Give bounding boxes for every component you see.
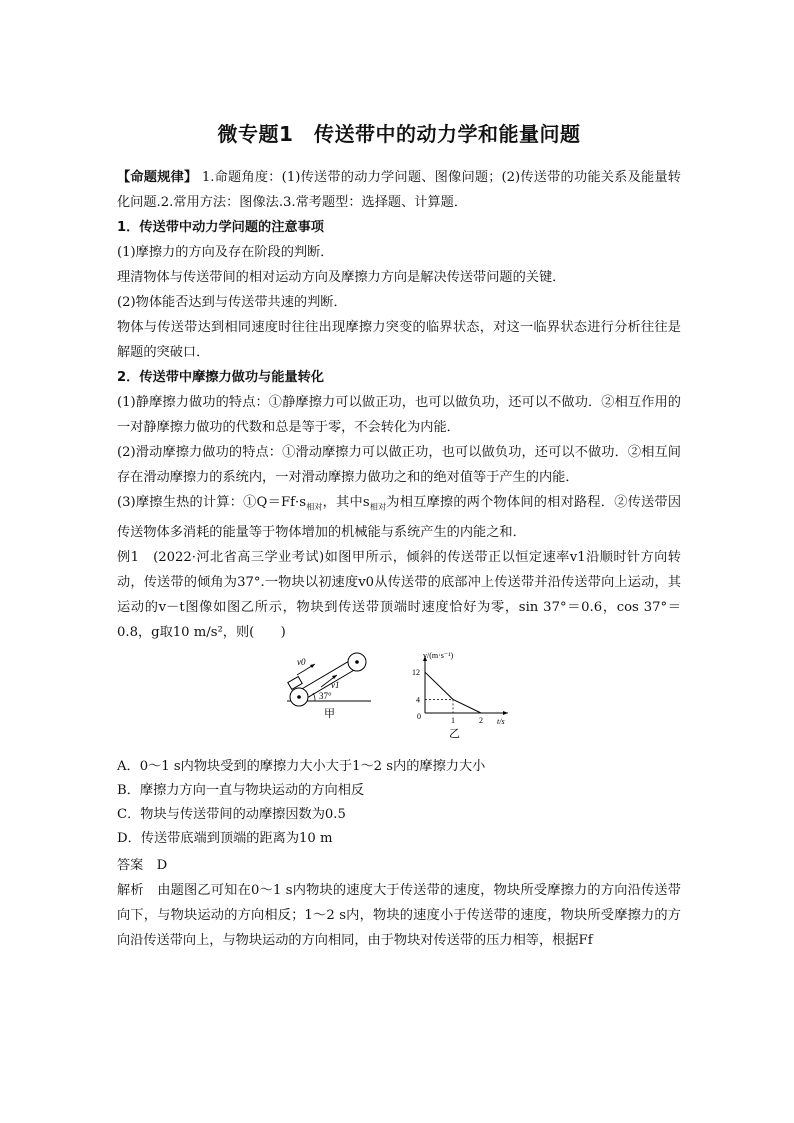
xtick-2: 2 <box>479 715 483 725</box>
analysis-text: 由题图乙可知在0～1 s内物块的速度大于传送带的速度，物块所受摩擦力的方向沿传送带向下，与物块运动的方向相反；1～2 s内，物块的速度小于传送带的速度，物块所受摩擦力的方向沿传送带向上，与物块运动的方向相同，由于物块对传送带的压力相等，根据Ff <box>117 882 681 948</box>
page-title: 微专题1 传送带中的动力学和能量问题 <box>217 122 581 146</box>
v0-label: v0 <box>297 656 306 667</box>
section1-heading: 1．传送带中动力学问题的注意事项 <box>117 220 324 235</box>
section2-p3-sub2: 相对 <box>369 502 387 512</box>
v1-label: v1 <box>331 679 340 690</box>
caption-yi: 乙 <box>449 727 460 740</box>
section2-heading: 2．传送带中摩擦力做功与能量转化 <box>117 370 324 385</box>
bottom-pulley-axle <box>297 695 301 699</box>
example-paragraph <box>117 545 681 645</box>
caption-jia: 甲 <box>324 707 335 720</box>
section1-p4: 物体与传送带达到相同速度时往往出现摩擦力突变的临界状态，对这一临界状态进行分析往往是解题的突破口． <box>117 320 681 360</box>
option-d: D．传送带底端到顶端的距离为10 m <box>117 830 333 846</box>
xtick-1: 1 <box>451 715 455 725</box>
x-axis-arrow <box>503 711 508 715</box>
series-line <box>425 672 481 713</box>
ytick-12: 12 <box>412 667 420 677</box>
figures-row <box>117 651 681 751</box>
option-b: B．摩擦力方向一直与物块运动的方向相反 <box>117 782 365 798</box>
answer-value: D <box>156 857 168 873</box>
section1-p2: 理清物体与传送带间的相对运动方向及摩擦力方向是解决传送带问题的关键． <box>117 270 566 285</box>
angle-arc <box>313 693 315 701</box>
block <box>288 676 302 689</box>
origin-label: 0 <box>417 711 421 721</box>
section2-p2: (2)滑动摩擦力做功的特点：①滑动摩擦力可以做正功，也可以做负功，还可以不做功．②相互间存在滑动摩擦力的系统内，一对滑动摩擦力做功之和的绝对值等于产生的内能． <box>117 445 681 485</box>
option-c: C．物块与传送带间的动摩擦因数为0.5 <box>117 806 346 822</box>
section2-p3c: 为相互摩擦的两个物体间的相对路程．②传送带因传送物体多消耗的能量等于物体增加的机械能与系统产生的内能之和． <box>117 495 682 540</box>
section2-p1: (1)静摩擦力做功的特点：①静摩擦力可以做正功，也可以做负功，还可以不做功．②相互作用的一对静摩擦力做功的代数和总是等于零，不会转化为内能． <box>117 395 681 435</box>
intro-tag: 【命题规律】 <box>117 170 198 185</box>
example-text: (2022·河北省高三学业考试)如图甲所示，倾斜的传送带正以恒定速率v1沿顺时针方向转动，传送带的倾角为37°.一物块以初速度v0从传送带的底部冲上传送带并沿传送带向上运动，其运动的v－t图像如图乙所示，物块到传送带顶端时速度恰好为零，sin 37°＝0.6，cos 37°＝0.8，g取10 m/s²，则( ) <box>117 549 681 640</box>
page-content <box>117 118 681 953</box>
top-pulley-axle <box>355 660 359 664</box>
section1-p1: (1)摩擦力的方向及存在阶段的判断． <box>117 245 334 260</box>
analysis-label: 解析 <box>117 882 144 898</box>
section2-p3a: (3)摩擦生热的计算：①Q＝Ff·s <box>117 495 306 510</box>
option-a: A．0～1 s内物块受到的摩擦力大小大于1～2 s内的摩擦力大小 <box>117 758 486 774</box>
ytick-4: 4 <box>416 695 420 705</box>
y-axis-label: v/(m·s⁻¹) <box>423 650 454 660</box>
answer-line <box>117 853 681 878</box>
angle-label: 37° <box>319 690 332 701</box>
analysis-paragraph <box>117 878 681 953</box>
section2-p3 <box>117 490 681 545</box>
section2-p3b: ，其中s <box>322 495 370 510</box>
example-label: 例1 <box>117 549 140 565</box>
options-list <box>117 755 681 851</box>
x-axis-label: t/s <box>497 716 505 726</box>
intro-paragraph <box>117 165 681 215</box>
section1-p3: (2)物体能否达到与传送带共速的判断． <box>117 295 347 310</box>
v0-arrowhead <box>310 664 315 668</box>
intro-text: 1.命题角度：(1)传送带的动力学问题、图像问题；(2)传送带的功能关系及能量转化问题.2.常用方法：图像法.3.常考题型：选择题、计算题． <box>117 170 681 210</box>
answer-label: 答案 <box>117 857 144 873</box>
figure-yi-chart <box>405 651 515 747</box>
section2-p3-sub1: 相对 <box>305 502 323 512</box>
figure-jia <box>281 651 381 747</box>
